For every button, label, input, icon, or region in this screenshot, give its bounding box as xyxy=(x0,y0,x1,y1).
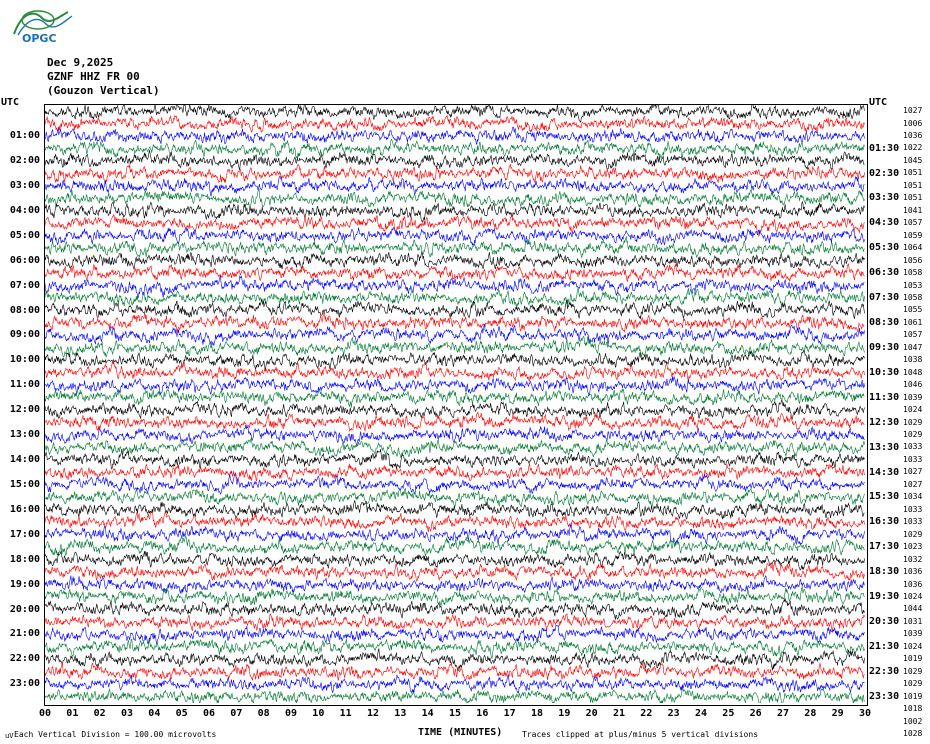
peak-amplitude-value: 1028 xyxy=(903,729,923,739)
right-time-label: 12:30 xyxy=(869,416,900,428)
right-time-label: 16:30 xyxy=(869,516,900,528)
left-time-label: 10:00 xyxy=(9,354,40,366)
clip-note: Traces clipped at plus/minus 5 vertical divisions xyxy=(522,730,759,739)
utc-right-label: UTC xyxy=(869,97,888,108)
x-axis-ticks xyxy=(38,708,872,722)
x-tick-label: 14 xyxy=(421,708,434,719)
peak-amplitude-value: 1029 xyxy=(903,666,923,676)
left-time-label: 18:00 xyxy=(9,553,40,565)
peak-amplitude-value: 1059 xyxy=(903,230,923,240)
peak-amplitude-value: 1036 xyxy=(903,131,923,141)
left-time-label: 20:00 xyxy=(9,603,40,615)
x-axis-label: TIME (MINUTES) xyxy=(418,727,503,738)
right-time-label: 01:30 xyxy=(869,142,900,154)
peak-amplitude-value: 1033 xyxy=(903,504,923,514)
peak-amplitude-value: 1058 xyxy=(903,292,923,302)
x-tick-label: 23 xyxy=(667,708,680,719)
right-time-label: 09:30 xyxy=(869,341,900,353)
peak-amplitude-value: 1034 xyxy=(903,492,923,502)
left-time-label: 01:00 xyxy=(9,130,40,142)
peak-amplitude-value: 1031 xyxy=(903,616,923,626)
left-time-label: 05:00 xyxy=(9,229,40,241)
peak-amplitude-value: 1029 xyxy=(903,679,923,689)
right-time-label: 06:30 xyxy=(869,267,900,279)
peak-amplitude-value: 1006 xyxy=(903,118,923,128)
left-time-label: 04:00 xyxy=(9,204,40,216)
right-time-label: 17:30 xyxy=(869,541,900,553)
header-station: GZNF HHZ FR 00 xyxy=(47,70,140,83)
peak-amplitude-value: 1057 xyxy=(903,330,923,340)
right-time-label: 04:30 xyxy=(869,217,900,229)
left-time-label: 08:00 xyxy=(9,304,40,316)
left-time-label: 21:00 xyxy=(9,628,40,640)
right-time-label: 02:30 xyxy=(869,167,900,179)
x-tick-label: 17 xyxy=(503,708,516,719)
right-time-label: 05:30 xyxy=(869,242,900,254)
x-tick-label: 10 xyxy=(312,708,325,719)
peak-amplitude-value: 1039 xyxy=(903,392,923,402)
peak-amplitude-value: 1048 xyxy=(903,367,923,377)
x-tick-label: 02 xyxy=(93,708,106,719)
left-time-label: 16:00 xyxy=(9,503,40,515)
left-time-label: 19:00 xyxy=(9,578,40,590)
left-time-label: 17:00 xyxy=(9,528,40,540)
peak-amplitude-value: 1039 xyxy=(903,629,923,639)
x-tick-label: 15 xyxy=(448,708,462,719)
left-time-label: 22:00 xyxy=(9,653,40,665)
peak-amplitude-value: 1024 xyxy=(903,591,923,601)
x-tick-label: 22 xyxy=(640,708,653,719)
header-date: Dec 9,2025 xyxy=(47,56,114,69)
peak-amplitude-value: 1038 xyxy=(903,355,923,365)
right-time-label: 15:30 xyxy=(869,491,900,503)
peak-amplitude-value: 1058 xyxy=(903,268,923,278)
right-time-label: 19:30 xyxy=(869,591,900,603)
x-tick-label: 13 xyxy=(394,708,407,719)
microvolt-mark: uV xyxy=(5,732,14,740)
peak-amplitude-value: 1029 xyxy=(903,529,923,539)
x-tick-label: 27 xyxy=(776,708,790,719)
peak-amplitude-value: 1027 xyxy=(903,106,923,116)
x-tick-label: 04 xyxy=(148,708,161,719)
x-tick-label: 18 xyxy=(530,708,544,719)
x-tick-label: 28 xyxy=(804,708,817,719)
peak-amplitude-value: 1045 xyxy=(903,155,923,165)
peak-amplitude-value: 1033 xyxy=(903,517,923,527)
peak-amplitude-value: 1051 xyxy=(903,193,923,203)
peak-amplitude-value: 1061 xyxy=(903,317,923,327)
right-time-label: 22:30 xyxy=(869,665,900,677)
left-time-label: 12:00 xyxy=(9,404,40,416)
x-tick-label: 11 xyxy=(339,708,352,719)
x-tick-label: 01 xyxy=(66,708,79,719)
left-time-label: 06:00 xyxy=(9,254,40,266)
right-time-label: 23:30 xyxy=(869,690,900,702)
peak-amplitude-value: 1029 xyxy=(903,417,923,427)
peak-amplitude-value: 1024 xyxy=(903,641,923,651)
left-time-label: 23:00 xyxy=(9,678,40,690)
scale-note: Each Vertical Division = 100.00 microvolts xyxy=(14,730,217,739)
x-tick-label: 29 xyxy=(831,708,844,719)
left-time-label: 07:00 xyxy=(9,279,40,291)
peak-amplitude-value: 1027 xyxy=(903,467,923,477)
x-tick-label: 24 xyxy=(694,708,708,719)
peak-amplitude-value: 1036 xyxy=(903,567,923,577)
right-time-label: 07:30 xyxy=(869,292,900,304)
peak-amplitude-value: 1033 xyxy=(903,454,923,464)
x-tick-label: 21 xyxy=(612,708,626,719)
left-time-label: 09:00 xyxy=(9,329,40,341)
x-tick-label: 30 xyxy=(858,708,872,719)
peak-amplitude-value: 1057 xyxy=(903,218,923,228)
peak-amplitude-value: 1064 xyxy=(903,243,923,253)
right-time-label: 13:30 xyxy=(869,441,900,453)
right-time-label: 08:30 xyxy=(869,317,900,329)
peak-amplitude-value: 1047 xyxy=(903,342,923,352)
right-time-label: 14:30 xyxy=(869,466,900,478)
x-tick-label: 20 xyxy=(585,708,598,719)
peak-amplitude-value: 1019 xyxy=(903,691,923,701)
peak-amplitude-value: 1029 xyxy=(903,430,923,440)
svg-text:OPGC: OPGC xyxy=(22,32,57,44)
peak-amplitude-value: 1036 xyxy=(903,579,923,589)
peak-amplitude-value: 1056 xyxy=(903,255,923,265)
right-time-label: 20:30 xyxy=(869,616,900,628)
logo-opgc xyxy=(8,4,100,44)
x-tick-label: 05 xyxy=(175,708,188,719)
peak-amplitude-value: 1053 xyxy=(903,280,923,290)
peak-amplitude-value: 1055 xyxy=(903,305,923,315)
x-tick-label: 16 xyxy=(476,708,489,719)
x-tick-label: 00 xyxy=(38,708,52,719)
peak-amplitude-value: 1002 xyxy=(903,716,923,726)
peak-amplitude-value: 1023 xyxy=(903,542,923,552)
x-tick-label: 08 xyxy=(257,708,270,719)
peak-amplitude-value: 1041 xyxy=(903,205,923,215)
utc-left-label: UTC xyxy=(1,97,20,108)
peak-amplitude-value: 1044 xyxy=(903,604,923,614)
peak-amplitude-value: 1051 xyxy=(903,180,923,190)
peak-amplitude-value: 1051 xyxy=(903,168,923,178)
x-tick-label: 26 xyxy=(749,708,762,719)
x-tick-label: 25 xyxy=(722,708,735,719)
right-time-label: 10:30 xyxy=(869,366,900,378)
left-time-label: 13:00 xyxy=(9,429,40,441)
peak-amplitude-value: 1022 xyxy=(903,143,923,153)
header-location: (Gouzon Vertical) xyxy=(47,84,160,97)
right-time-label: 11:30 xyxy=(869,391,900,403)
peak-amplitude-value: 1033 xyxy=(903,442,923,452)
x-tick-label: 07 xyxy=(230,708,243,719)
peak-amplitude-value: 1046 xyxy=(903,380,923,390)
peak-amplitude-value: 1019 xyxy=(903,654,923,664)
peak-amplitude-value: 1032 xyxy=(903,554,923,564)
left-time-label: 11:00 xyxy=(9,379,40,391)
left-time-label: 14:00 xyxy=(9,454,40,466)
x-tick-label: 09 xyxy=(284,708,298,719)
left-time-label: 03:00 xyxy=(9,179,40,191)
left-time-label: 02:00 xyxy=(9,155,40,167)
right-time-label: 03:30 xyxy=(869,192,900,204)
right-time-label: 21:30 xyxy=(869,640,900,652)
peak-amplitude-value: 1027 xyxy=(903,479,923,489)
x-tick-label: 12 xyxy=(366,708,380,719)
peak-amplitude-value: 1024 xyxy=(903,405,923,415)
peak-amplitude-value: 1018 xyxy=(903,704,923,714)
x-tick-label: 19 xyxy=(558,708,571,719)
x-tick-label: 03 xyxy=(120,708,134,719)
left-time-label: 15:00 xyxy=(9,478,40,490)
seismogram-plot xyxy=(44,104,868,706)
right-time-label: 18:30 xyxy=(869,566,900,578)
x-tick-label: 06 xyxy=(202,708,216,719)
